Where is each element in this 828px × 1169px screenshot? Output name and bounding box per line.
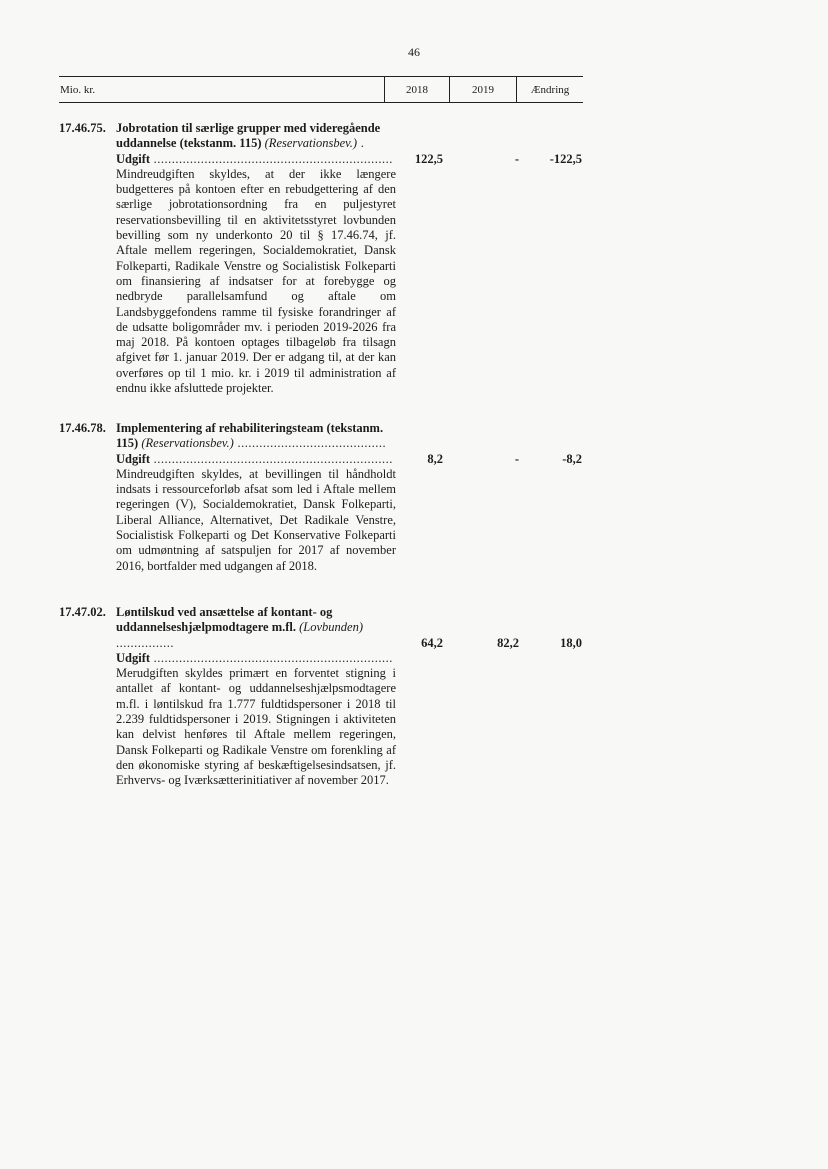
expense-label: Udgift	[116, 151, 151, 166]
account-number: 17.47.02.	[59, 605, 106, 619]
value-change: -122,5	[549, 152, 582, 166]
column-divider	[516, 76, 517, 102]
leader-dots: ..................................................................	[150, 151, 393, 166]
entry-title-text: Løntilskud ved ansættelse af kontant- og uddannelseshjælpmodtagere m.fl.	[116, 605, 333, 635]
value-2018: 8,2	[427, 452, 443, 466]
entry-title	[116, 421, 396, 452]
column-header-change: Ændring	[530, 84, 570, 96]
column-header-2019: 2019	[472, 84, 494, 96]
leader-dots: .	[357, 136, 365, 151]
entry-title-type: (Reservationsbev.)	[141, 436, 234, 451]
entry-description: Mindreudgiften skyldes, at bevillingen til håndholdt indsats i ressourceforløb afsat som led i Aftale mellem regeringen (V), Socialdemokratiet, Dansk Folkeparti, Liberal Alliance, Alternativet, Det Radikale Venstre, Socialistisk Folkeparti og Det Konservative Folkeparti om udmøntning af satspuljen for 2017 af november 2016, bortfalder med udgangen af 2018.	[116, 466, 396, 573]
page-number: 46	[408, 45, 420, 59]
entry-title-text: Jobrotation til særlige grupper med videregående uddannelse (tekstanm. 115)	[116, 121, 381, 151]
entry-description: Mindreudgiften skyldes, at der ikke længere budgetteres på kontoen efter en rebudgettering af den særlige jobrotationsordning fra en puljestyret reservationsbevilling til en aktivitetsstyret lovbunden bevilling som ny underkonto 20 til § 17.46.74, jf. Aftale mellem regeringen, Socialdemokratiet, Dansk Folkeparti, Radikale Venstre og Socialistisk Folkeparti om finansiering af indsatser for at forebygge og nedbryde parallelsamfund og aftale om Landsbyggefondens ramme til fysiske forandringer af de udsatte boligområder mv. i perioden 2019-2026 fra maj 2018. På kontoen optages tilbageløb fra tilsagn afgivet før 1. januar 2019. Der er adgang til, at der kan overføres op til 1 mio. kr. i 2019 til administration af endnu ikke afsluttede projekter.	[116, 166, 396, 396]
value-2019: -	[514, 152, 519, 166]
expense-line	[116, 152, 396, 167]
header-rule-bottom	[59, 102, 583, 103]
value-2018: 64,2	[421, 636, 443, 650]
leader-dots: ..................................................................	[150, 451, 393, 466]
expense-line	[116, 452, 396, 467]
entry-title	[116, 121, 396, 152]
entry-body	[116, 421, 396, 574]
expense-label: Udgift	[116, 650, 151, 665]
entry-body	[116, 605, 396, 789]
value-2018: 122,5	[414, 152, 443, 166]
leader-dots: .........................................	[233, 436, 387, 451]
value-change: -8,2	[562, 452, 582, 466]
entry-title-type: (Lovbunden)	[299, 620, 363, 635]
entry-body	[116, 121, 396, 396]
value-2019: -	[514, 452, 519, 466]
entry-title-type: (Reservationsbev.)	[264, 136, 358, 151]
value-change: 18,0	[560, 636, 582, 650]
expense-line	[116, 651, 396, 666]
value-2019: 82,2	[497, 636, 519, 650]
column-header-2018: 2018	[406, 84, 428, 96]
entry-title	[116, 605, 396, 651]
account-number: 17.46.75.	[59, 121, 106, 135]
unit-label: Mio. kr.	[60, 84, 96, 96]
leader-dots: ................	[116, 635, 174, 650]
account-number: 17.46.78.	[59, 421, 106, 435]
entry-title-text: Implementering af rehabiliteringsteam (tekstanm. 115)	[116, 421, 384, 451]
entry-description: Merudgiften skyldes primært en forventet stigning i antallet af kontant- og uddannelseshjælpsmodtagere m.fl. i løntilskud fra 1.777 fuldtidspersoner i 2018 til 2.239 fuldtidspersoner i 2019. Stigningen i aktiviteten kan delvist henføres til Aftale mellem regeringen, Dansk Folkeparti og Radikale Venstre om forenkling af den økonomiske styring af beskæftigelsesindsatsen, jf. Erhvervs- og Iværksætterinitiativer af november 2017.	[116, 666, 396, 788]
expense-label: Udgift	[116, 451, 151, 466]
column-divider	[449, 76, 450, 102]
header-rule-top	[59, 76, 583, 77]
leader-dots: ..................................................................	[150, 650, 393, 665]
